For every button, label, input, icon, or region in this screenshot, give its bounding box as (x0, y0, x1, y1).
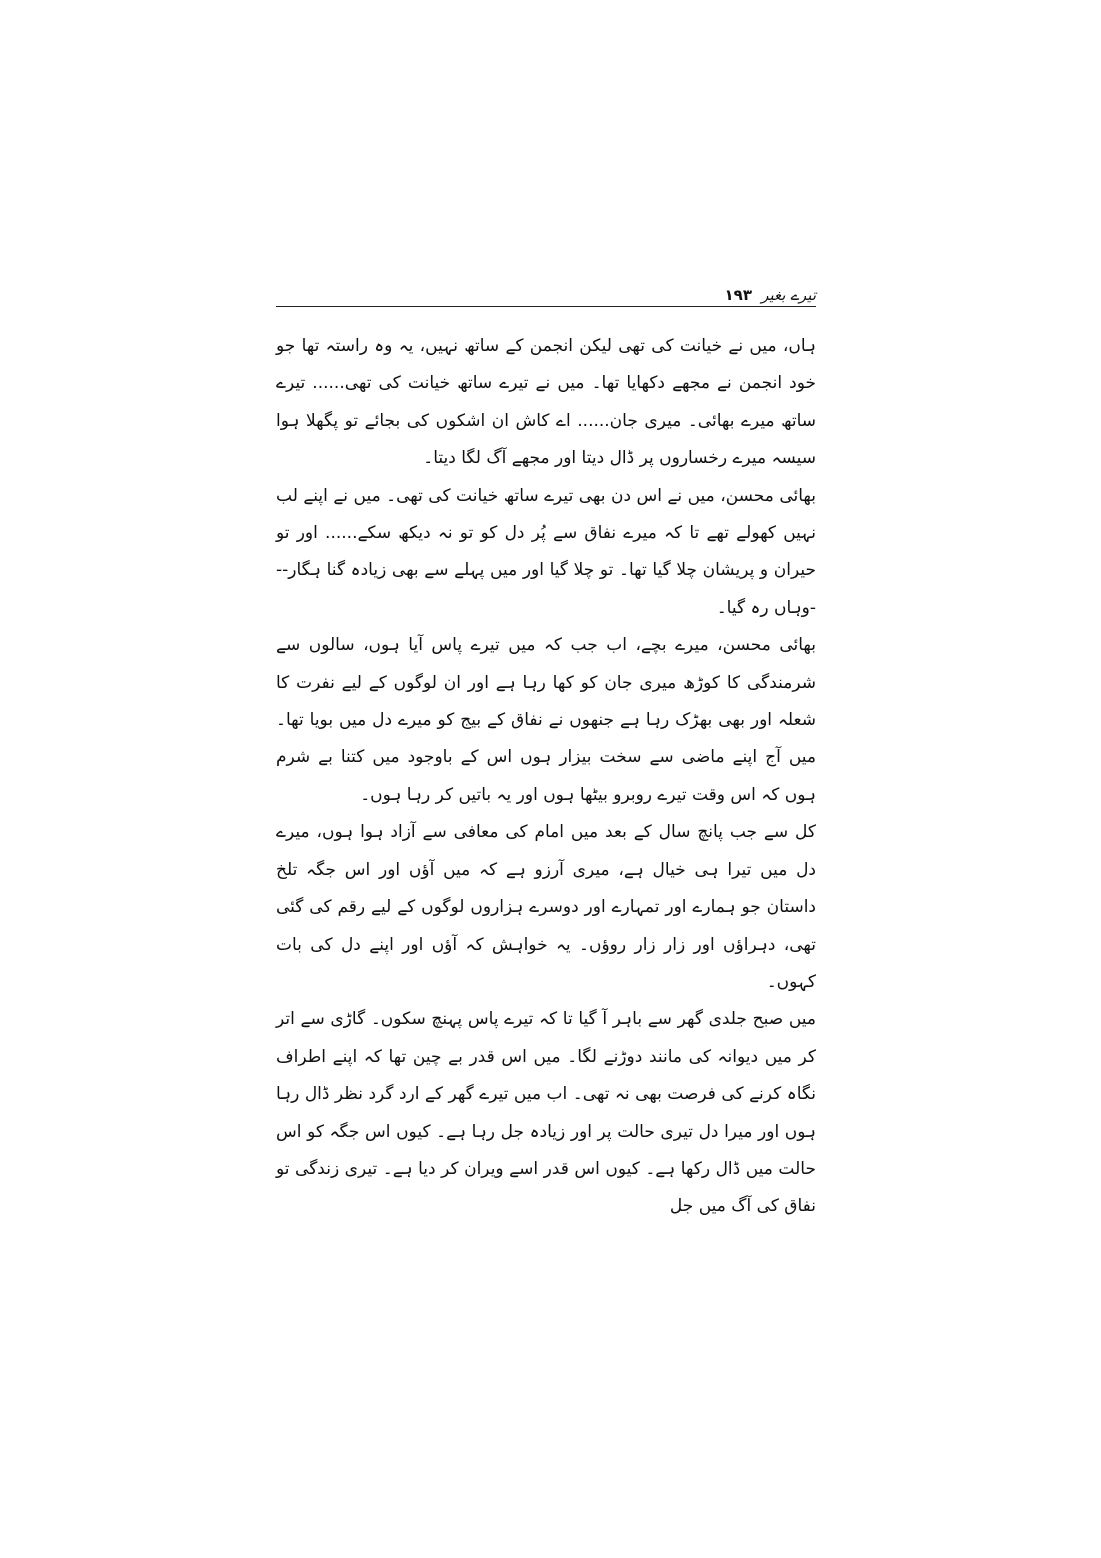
paragraph-1: ہاں، میں نے خیانت کی تھی لیکن انجمن کے ساتھ نہیں، یہ وہ راستہ تھا جو خود انجمن نے مجھے دکھایا تھا۔ میں نے تیرے ساتھ خیانت کی تھی...... تیرے ساتھ میرے بھائی۔ میری جان...... اے کاش ان اشکوں کی بجائے تو پگھلا ہوا سیسہ میرے رخساروں پر ڈال دیتا اور مجھے آگ لگا دیتا۔ (276, 336, 816, 469)
page-number: ۱۹۳ (724, 286, 752, 304)
running-title: تیرے بغیر (761, 286, 816, 304)
paragraph-3: بھائی محسن، میرے بچے، اب جب کہ میں تیرے پاس آیا ہوں، سالوں سے شرمندگی کا کوڑھ میری جان کو کھا رہا ہے اور ان لوگوں کے لیے نفرت کا شعلہ اور بھی بھڑک رہا ہے جنھوں نے نفاق کے بیج کو میرے دل میں بویا تھا۔ میں آج اپنے ماضی سے سخت بیزار ہوں اس کے باوجود میں کتنا بے شرم ہوں کہ اس وقت تیرے روبرو بیٹھا ہوں اور یہ باتیں کر رہا ہوں۔ (276, 635, 816, 805)
paragraph-5: میں صبح جلدی گھر سے باہر آ گیا تا کہ تیرے پاس پہنچ سکوں۔ گاڑی سے اتر کر میں دیوانہ کی مانند دوڑنے لگا۔ میں اس قدر بے چین تھا کہ اپنے اطراف نگاہ کرنے کی فرصت بھی نہ تھی۔ اب میں تیرے گھر کے ارد گرد نظر ڈال رہا ہوں اور میرا دل تیری حالت پر اور زیادہ جل رہا ہے۔ کیوں اس جگہ کو اس حالت میں ڈال رکھا ہے۔ کیوں اس قدر اسے ویران کر دیا ہے۔ تیری زندگی تو نفاق کی آگ میں جل (276, 1009, 816, 1217)
paragraph-4: کل سے جب پانچ سال کے بعد میں امام کی معافی سے آزاد ہوا ہوں، میرے دل میں تیرا ہی خیال ہے، میری آرزو ہے کہ میں آؤں اور اس جگہ تلخ داستان جو ہمارے اور تمہارے اور دوسرے ہزاروں لوگوں کے لیے رقم کی گئی تھی، دہراؤں اور زار زار روؤں۔ یہ خواہش کہ آؤں اور اپنے دل کی بات کہوں۔ (276, 822, 816, 992)
header-rule (276, 306, 816, 307)
page-header (276, 282, 816, 308)
paragraph-2: بھائی محسن، میں نے اس دن بھی تیرے ساتھ خیانت کی تھی۔ میں نے اپنے لب نہیں کھولے تھے تا کہ میرے نفاق سے پُر دل کو تو نہ دیکھ سکے...... اور تو حیران و پریشان چلا گیا تھا۔ تو چلا گیا اور میں پہلے سے بھی زیادہ گنا ہگار---وہاں رہ گیا۔ (276, 485, 816, 618)
body-text (276, 328, 816, 1226)
